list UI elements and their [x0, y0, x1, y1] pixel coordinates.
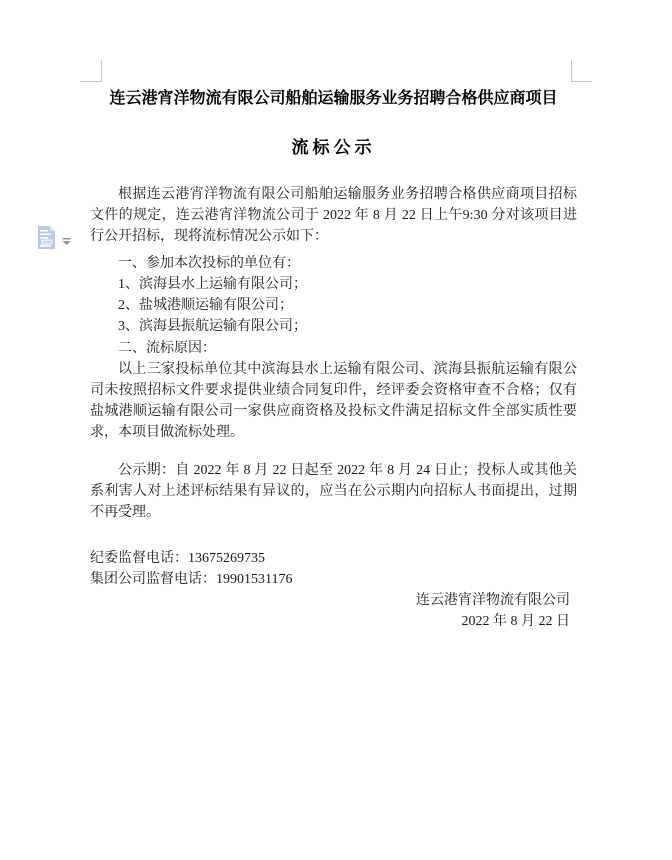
text-boundary-crop-mark-top-left: [80, 60, 102, 82]
group-phone-label: 集团公司监督电话：: [90, 572, 216, 587]
dropdown-arrow-icon: [62, 233, 71, 251]
bidder-item: 2、盐城港顺运输有限公司；: [118, 298, 293, 313]
paste-options-icon: [37, 225, 57, 255]
discipline-phone-label: 纪委监督电话：: [90, 551, 188, 566]
discipline-phone-number: 13675269735: [188, 551, 265, 566]
publicity-paragraph: 公示期：自 2022 年 8 月 22 日起至 2022 年 8 月 24 日止；投标人或其他关系利害人对上述评标结果有异议的，应当在公示期内向招标人书面提出，过期不再受理。: [90, 463, 577, 520]
discipline-phone-line: [90, 548, 577, 569]
group-phone-line: [90, 569, 577, 590]
bidder-item: 1、滨海县水上运输有限公司；: [118, 277, 307, 292]
intro-paragraph: 根据连云港宵洋物流有限公司船舶运输服务业务招聘合格供应商项目招标文件的规定，连云港宵洋物流公司于 2022 年 8 月 22 日上午9:30 分对该项目进行公开招标，现将流标情况公示如下：: [90, 187, 577, 244]
signature-date: 2022 年 8 月 22 日: [461, 614, 570, 629]
section2-heading: 二、流标原因：: [118, 341, 216, 356]
document-title: 连云港宵洋物流有限公司船舶运输服务业务招聘合格供应商项目: [109, 88, 558, 107]
document-subtitle: 流标公示: [291, 138, 376, 157]
bidder-item: 3、滨海县振航运输有限公司；: [118, 319, 307, 334]
signature-block: [90, 590, 577, 632]
paste-options-button[interactable]: [37, 225, 73, 251]
contact-block: [90, 548, 577, 590]
text-boundary-crop-mark-top-right: [571, 60, 592, 82]
document-body: [90, 88, 577, 632]
section1-heading: 一、参加本次投标的单位有：: [118, 256, 300, 271]
reason-paragraph: 以上三家投标单位其中滨海县水上运输有限公司、滨海县振航运输有限公司未按照招标文件要求提供业绩合同复印件，经评委会资格审查不合格；仅有盐城港顺运输有限公司一家供应商资格及投标文件满足招标文件全部实质性要求，本项目做流标处理。: [90, 362, 577, 440]
group-phone-number: 19901531176: [216, 572, 293, 587]
signature-company: 连云港宵洋物流有限公司: [416, 593, 570, 608]
